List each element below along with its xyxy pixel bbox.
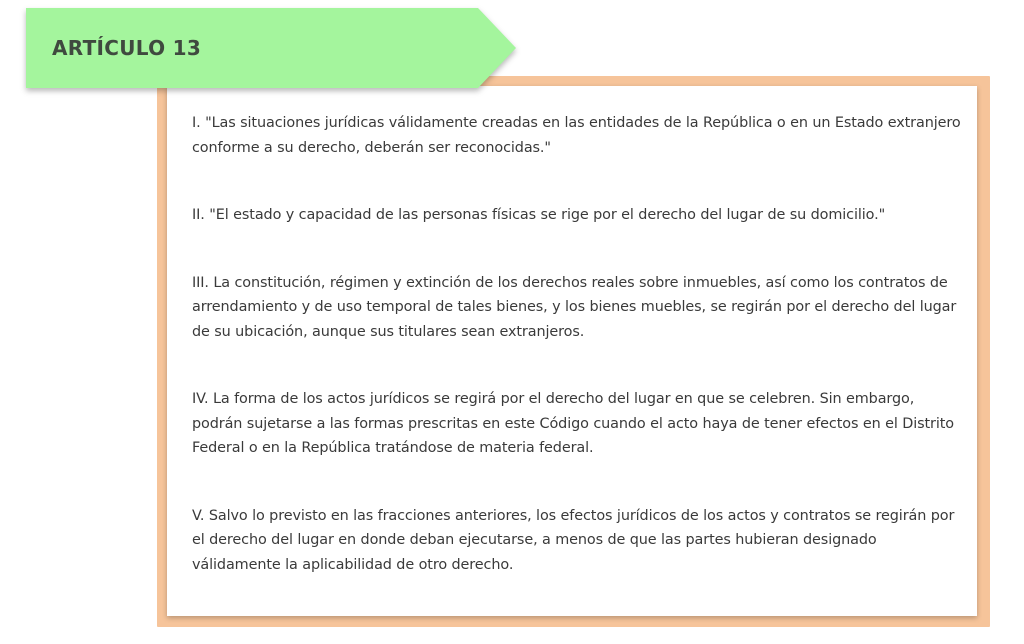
article-title: ARTÍCULO 13 bbox=[52, 36, 202, 60]
article-content bbox=[192, 111, 962, 577]
article-fraction-ii: II. "El estado y capacidad de las personas físicas se rige por el derecho del lugar de su domicilio." bbox=[192, 207, 886, 223]
article-fraction-i: I. "Las situaciones jurídicas válidamente creadas en las entidades de la República o en un Estado extranjero conforme a su derecho, deberán ser reconocidas." bbox=[192, 115, 961, 156]
article-fraction-iv: IV. La forma de los actos jurídicos se regirá por el derecho del lugar en que se celebren. Sin embargo, podrán sujetarse a las formas prescritas en este Código cuando el acto haya de tener efectos en el Distrito Federal o en la República tratándose de materia federal. bbox=[192, 391, 955, 456]
article-banner bbox=[26, 8, 516, 88]
article-fraction-iii: III. La constitución, régimen y extinción de los derechos reales sobre inmuebles, así como los contratos de arrendamiento y de uso temporal de tales bienes, y los bienes muebles, se regirán por el derecho del lugar de su ubicación, aunque sus titulares sean extranjeros. bbox=[192, 274, 957, 340]
article-card bbox=[167, 86, 977, 616]
article-fraction-v: V. Salvo lo previsto en las fracciones anteriores, los efectos jurídicos de los actos y contratos se regirán por el derecho del lugar en donde deban ejecutarse, a menos de que las partes hubieran designado válidamente la aplicabilidad de otro derecho. bbox=[192, 507, 955, 573]
